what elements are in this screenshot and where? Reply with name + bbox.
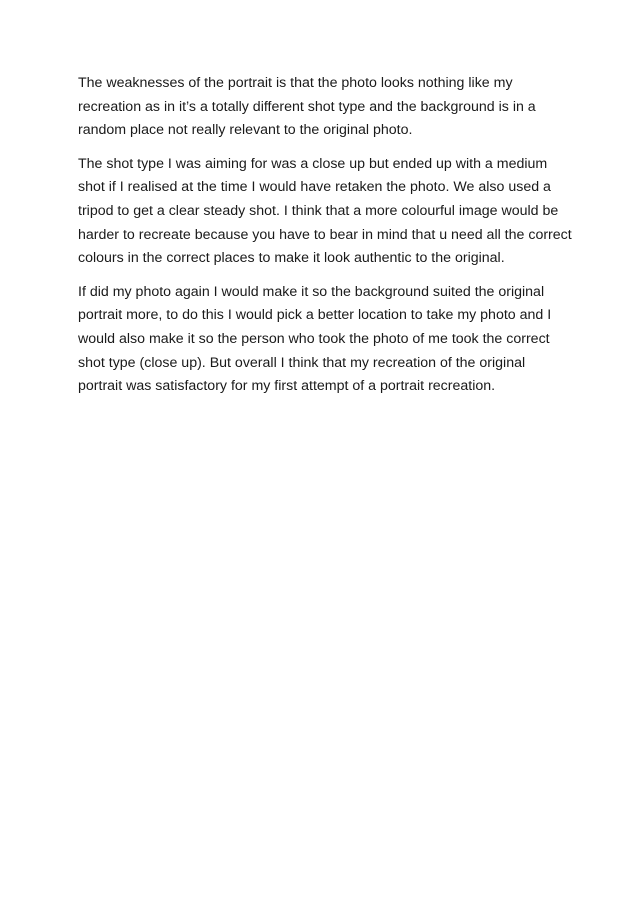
text-line: The shot type I was aiming for was a close up but ended up with a medium xyxy=(78,155,548,172)
text-line: If did my photo again I would make it so the background suited the original xyxy=(78,283,545,300)
text-line: shot type (close up). But overall I think that my recreation of the original xyxy=(78,354,526,371)
text-line: The weaknesses of the portrait is that the photo looks nothing like my xyxy=(78,75,513,91)
paragraph-shot-type xyxy=(78,153,572,271)
text-line: recreation as in it’s a totally different shot type and the background is in a xyxy=(78,98,536,115)
text-line: tripod to get a clear steady shot. I think that a more colourful image would be xyxy=(78,202,559,219)
text-line: random place not really relevant to the original photo. xyxy=(78,122,413,139)
text-line: portrait was satisfactory for my first attempt of a portrait recreation. xyxy=(78,378,496,395)
text-line: harder to recreate because you have to bear in mind that u need all the correct xyxy=(78,226,572,243)
text-line: shot if I realised at the time I would have retaken the photo. We also used a xyxy=(78,179,551,196)
text-line: colours in the correct places to make it look authentic to the original. xyxy=(78,250,505,267)
document-body xyxy=(78,72,572,409)
text-line: portrait more, to do this I would pick a better location to take my photo and I xyxy=(78,307,552,324)
text-line: would also make it so the person who took the photo of me took the correct xyxy=(78,330,550,347)
paragraph-improvements xyxy=(78,281,568,399)
paragraph-weaknesses xyxy=(78,72,568,143)
